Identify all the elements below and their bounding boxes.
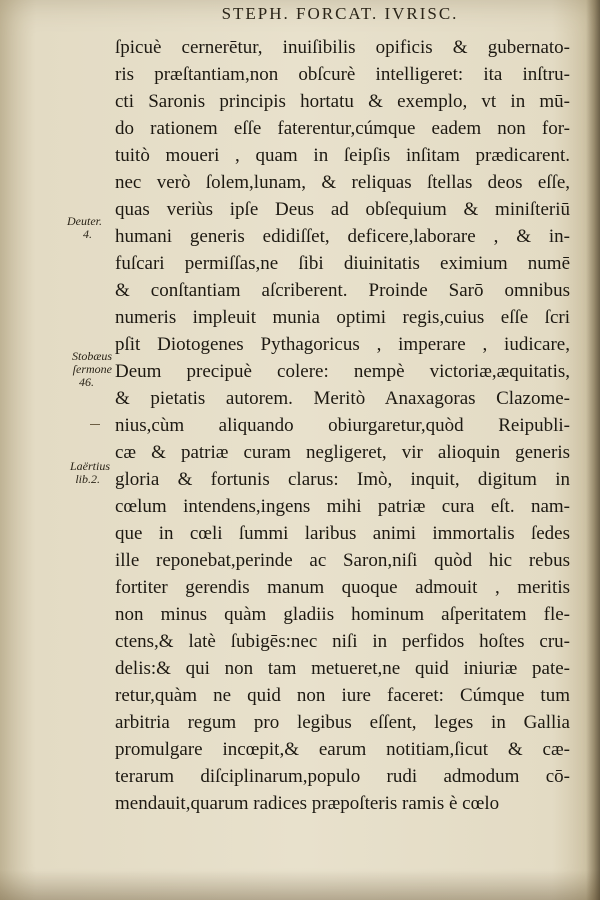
text-line: promulgare incœpit,& earum notitiam,ſicut & cæ-: [115, 739, 570, 760]
text-line: ille reponebat,perinde ac Saron,niſi quòd hic rebus: [115, 550, 570, 571]
page-edge-shadow: [586, 0, 600, 900]
body-text: [115, 34, 570, 817]
text-line: quas veriùs ipſe Deus ad obſequium & miniſteriū: [115, 199, 570, 220]
text-line: nius,cùm aliquando obiurgaretur,quòd Reipubli-: [115, 415, 570, 436]
margin-note-deuter: [30, 215, 102, 241]
text-line: delis:& qui non tam metueret,ne quid iniuriæ pate-: [115, 658, 570, 679]
text-line: ctens,& latè ſubigēs:nec niſi in perfidos hoſtes cru-: [115, 631, 570, 652]
text-line: que in cœli ſummi laribus animi immortalis ſedes: [115, 523, 570, 544]
text-line: arbitria regum pro legibus eſſent, leges in Gallia: [115, 712, 570, 733]
margin-note-line: lib.2.: [75, 472, 100, 486]
margin-note-line: 4.: [83, 227, 92, 241]
text-line: do rationem eſſe faterentur,cúmque eadem non for-: [115, 118, 570, 139]
text-line: humani generis edidiſſet, deficere,laborare , & in-: [115, 226, 570, 247]
text-line: tuitò moueri , quam in ſeipſis inſitam prædicarent.: [115, 145, 570, 166]
text-line: Deum precipuè colere: nempè victoriæ,æquitatis,: [115, 361, 570, 382]
text-line: mendauit,quarum radices præpoſteris ramis è cœlo: [115, 793, 500, 814]
text-line: cœlum intendens,ingens mihi patriæ cura eſt. nam-: [115, 496, 570, 517]
text-line: fuſcari permiſſas,ne ſibi diuinitatis eximium numē: [115, 253, 570, 274]
margin-note-line: Laërtius: [69, 459, 110, 473]
text-line: & pietatis autorem. Meritò Anaxagoras Clazome-: [115, 388, 570, 409]
text-line: terarum diſciplinarum,populo rudi admodum cō-: [115, 766, 570, 787]
margin-note-line: Stobæus: [71, 349, 112, 363]
text-line: gloria & fortunis clarus: Imò, inquit, digitum in: [115, 469, 570, 490]
text-line: pſit Diotogenes Pythagoricus , imperare , iudicare,: [115, 334, 570, 355]
text-line: cti Saronis principis hortatu & exemplo, vt in mū-: [115, 91, 570, 112]
text-line: & conſtantiam aſcriberent. Proinde Sarō omnibus: [115, 280, 570, 301]
text-line: retur,quàm ne quid non iure faceret: Cúmque tum: [115, 685, 570, 706]
page-bottom-shadow: [0, 870, 600, 900]
text-line: nec verò ſolem,lunam, & reliquas ſtellas deos eſſe,: [115, 172, 570, 193]
text-line: non minus quàm gladiis hominum aſperitatem fle-: [115, 604, 570, 625]
margin-mark: [90, 424, 100, 425]
running-header: STEPH. FORCAT. IVRISC.: [221, 4, 459, 23]
text-line: ris præſtantiam,non obſcurè intelligeret: ita inſtru-: [115, 64, 570, 85]
margin-note-line: 46.: [79, 375, 94, 389]
text-line: cæ & patriæ curam negligeret, vir alioquin generis: [115, 442, 570, 463]
text-line: fortiter gerendis manum quoque admouit , meritis: [115, 577, 570, 598]
margin-note-line: Deuter.: [67, 214, 102, 228]
margin-note-laertius: [38, 460, 110, 486]
margin-note-line: ſermone: [72, 362, 112, 376]
text-line: numeris impleuit munia optimi regis,cuius eſſe ſcri: [115, 307, 570, 328]
text-line: ſpicuè cernerētur, inuiſibilis opificis & gubernato-: [115, 37, 570, 58]
margin-note-stobaeus: [40, 350, 112, 389]
